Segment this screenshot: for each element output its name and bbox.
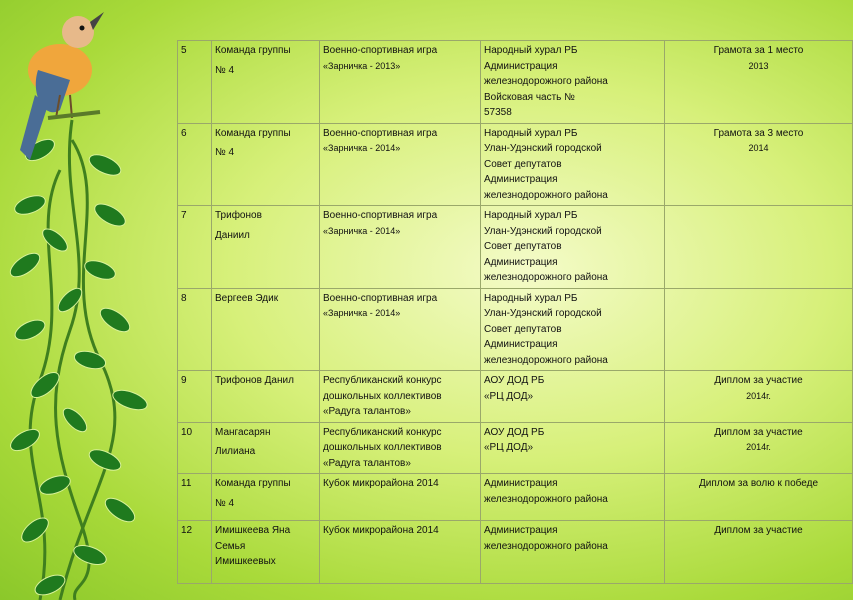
participant-cell: Команда группы № 4 [212, 123, 320, 206]
organizer-cell: АОУ ДОД РБ «РЦ ДОД» [481, 371, 665, 423]
organizer-cell: Администрация железнодорожного района [481, 521, 665, 584]
organizer-cell: Народный хурал РБ Администрация железнодорожного района Войсковая часть № 57358 [481, 41, 665, 124]
award-cell: Грамота за 1 место 2013 [665, 41, 853, 124]
award-cell [665, 288, 853, 371]
event-cell: Кубок микрорайона 2014 [320, 474, 481, 521]
table-row [178, 206, 853, 289]
row-number: 10 [178, 422, 212, 474]
participant-cell: Команда группы № 4 [212, 474, 320, 521]
event-cell: Республиканский конкурс дошкольных коллективов «Радуга талантов» [320, 422, 481, 474]
organizer-cell: Администрация железнодорожного района [481, 474, 665, 521]
participant-cell: Имишкеева Яна Семья Имишкеевых [212, 521, 320, 584]
row-number: 12 [178, 521, 212, 584]
event-cell: Военно-спортивная игра «Зарничка - 2014» [320, 288, 481, 371]
award-cell [665, 206, 853, 289]
participant-cell: Трифонов Данил [212, 371, 320, 423]
participant-cell: Трифонов Даниил [212, 206, 320, 289]
participant-cell: Команда группы № 4 [212, 41, 320, 124]
row-number: 5 [178, 41, 212, 124]
table-row [178, 41, 853, 124]
organizer-cell: Народный хурал РБ Улан-Удэнский городской Совет депутатов Администрация железнодорожного района [481, 123, 665, 206]
bird-icon [20, 12, 104, 160]
organizer-cell: АОУ ДОД РБ «РЦ ДОД» [481, 422, 665, 474]
organizer-cell: Народный хурал РБ Улан-Удэнский городской Совет депутатов Администрация железнодорожного района [481, 206, 665, 289]
table-row [178, 474, 853, 521]
bird-on-vine-illustration [0, 0, 180, 600]
row-number: 11 [178, 474, 212, 521]
row-number: 6 [178, 123, 212, 206]
table-row [178, 123, 853, 206]
event-cell: Республиканский конкурс дошкольных коллективов «Радуга талантов» [320, 371, 481, 423]
row-number: 8 [178, 288, 212, 371]
event-cell: Кубок микрорайона 2014 [320, 521, 481, 584]
table-row [178, 371, 853, 423]
table-row [178, 521, 853, 584]
participant-cell: Вергеев Эдик [212, 288, 320, 371]
award-cell: Диплом за участие [665, 521, 853, 584]
event-cell: Военно-спортивная игра «Зарничка - 2014» [320, 206, 481, 289]
achievements-table [177, 40, 853, 584]
table-row [178, 288, 853, 371]
event-cell: Военно-спортивная игра «Зарничка - 2014» [320, 123, 481, 206]
award-cell: Диплом за волю к победе [665, 474, 853, 521]
row-number: 7 [178, 206, 212, 289]
event-cell: Военно-спортивная игра «Зарничка - 2013» [320, 41, 481, 124]
participant-cell: Мангасарян Лилиана [212, 422, 320, 474]
award-cell: Диплом за участие 2014г. [665, 371, 853, 423]
award-cell: Диплом за участие 2014г. [665, 422, 853, 474]
vine-leaves [6, 135, 149, 599]
award-cell: Грамота за 3 место 2014 [665, 123, 853, 206]
organizer-cell: Народный хурал РБ Улан-Удэнский городской Совет депутатов Администрация железнодорожного района [481, 288, 665, 371]
row-number: 9 [178, 371, 212, 423]
table-row [178, 422, 853, 474]
